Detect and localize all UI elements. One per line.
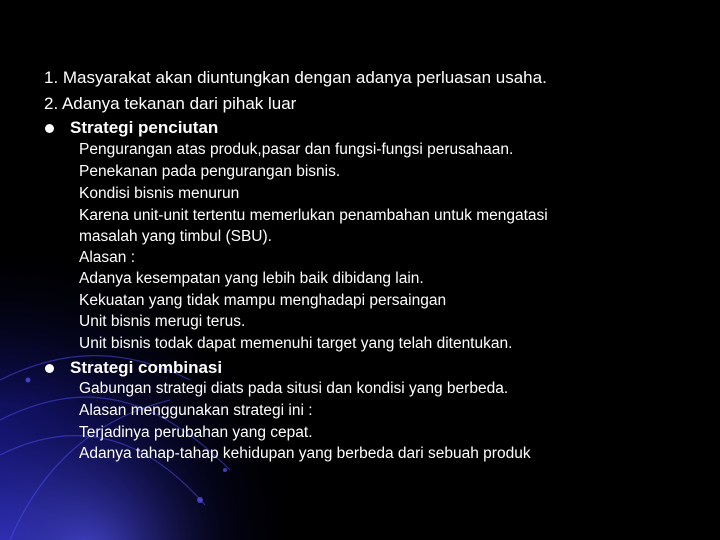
bullet-heading: Strategi combinasi bbox=[70, 358, 223, 377]
sub-line: Alasan : bbox=[79, 249, 136, 266]
sub-line: Alasan menggunakan strategi ini : bbox=[79, 402, 313, 419]
bullet-dot-icon bbox=[45, 124, 54, 133]
numbered-item: 2. Adanya tekanan dari pihak luar bbox=[44, 94, 297, 113]
sub-line: Gabungan strategi diats pada situsi dan kondisi yang berbeda. bbox=[79, 380, 509, 397]
sub-line: Unit bisnis merugi terus. bbox=[79, 313, 246, 330]
sub-line: Unit bisnis todak dapat memenuhi target yang telah ditentukan. bbox=[79, 335, 513, 352]
sub-line: Penekanan pada pengurangan bisnis. bbox=[79, 163, 341, 180]
sub-line: Adanya kesempatan yang lebih baik dibidang lain. bbox=[79, 270, 424, 287]
sub-line: Karena unit-unit tertentu memerlukan penambahan untuk mengatasi bbox=[79, 207, 548, 224]
numbered-item: 1. Masyarakat akan diuntungkan dengan adanya perluasan usaha. bbox=[44, 68, 547, 87]
sub-line: masalah yang timbul (SBU). bbox=[79, 228, 272, 245]
sub-line: Kondisi bisnis menurun bbox=[79, 185, 240, 202]
sub-line: Adanya tahap-tahap kehidupan yang berbeda dari sebuah produk bbox=[79, 445, 531, 462]
bullet-heading: Strategi penciutan bbox=[70, 118, 219, 137]
sub-line: Pengurangan atas produk,pasar dan fungsi-fungsi perusahaan. bbox=[79, 141, 514, 158]
bullet-dot-icon bbox=[45, 364, 54, 373]
sub-line: Terjadinya perubahan yang cepat. bbox=[79, 424, 313, 441]
sub-line: Kekuatan yang tidak mampu menghadapi persaingan bbox=[79, 292, 447, 309]
